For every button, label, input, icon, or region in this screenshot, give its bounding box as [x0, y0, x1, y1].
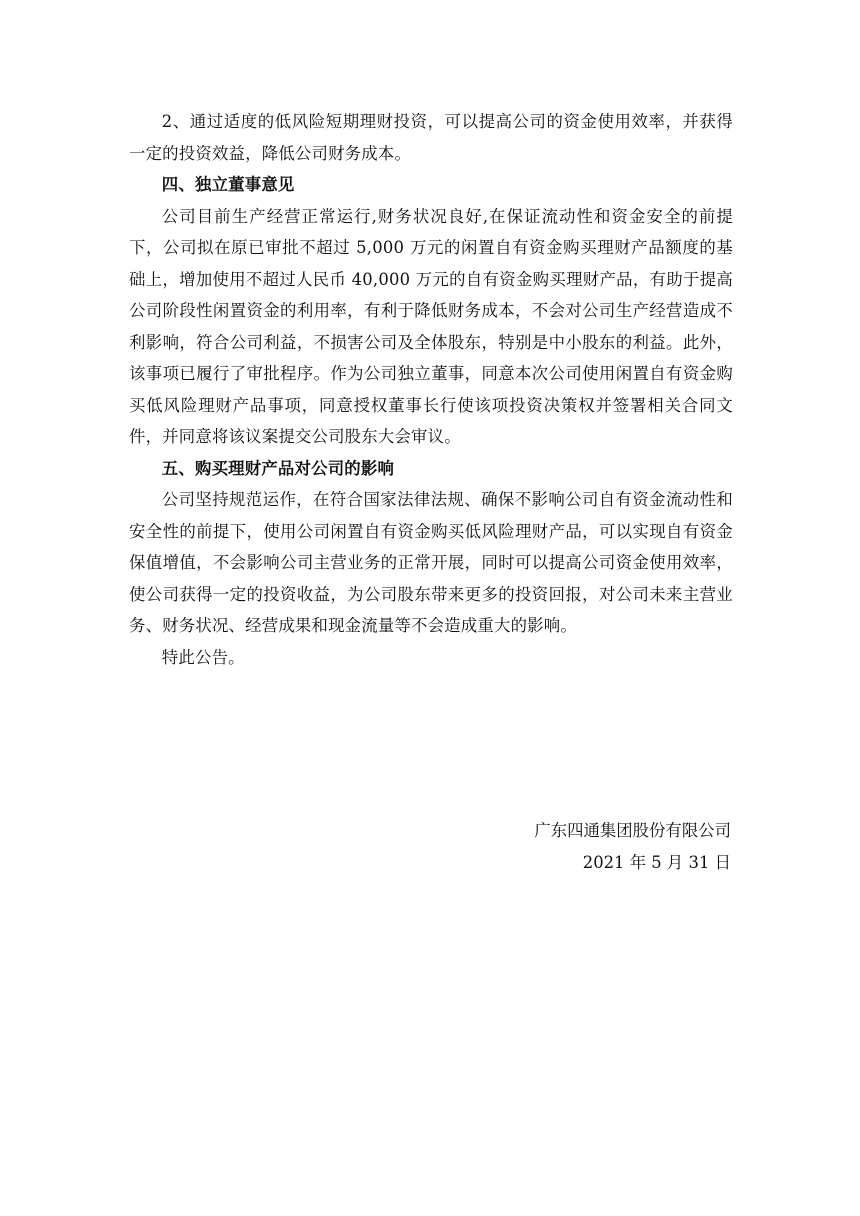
signature-block — [534, 815, 731, 879]
paragraph-impact: 公司坚持规范运作，在符合国家法律法规、确保不影响公司自有资金流动性和安全性的前提下，使用公司闲置自有资金购买低风险理财产品，可以实现自有资金保值增值，不会影响公司主营业务的正常开展，同时可以提高公司资金使用效率，使公司获得一定的投资收益，为公司股东带来更多的投资回报，对公司未来主营业务、财务状况、经营成果和现金流量等不会造成重大的影响。 — [129, 490, 733, 635]
paragraph-investment-benefit: 2、通过适度的低风险短期理财投资，可以提高公司的资金使用效率，并获得一定的投资效益，降低公司财务成本。 — [129, 112, 733, 163]
closing-statement: 特此公告。 — [161, 647, 245, 667]
document-body — [129, 106, 733, 673]
company-name: 广东四通集团股份有限公司 — [534, 821, 731, 840]
section-heading-impact: 五、购买理财产品对公司的影响 — [161, 458, 395, 478]
announcement-date: 2021 年 5 月 31 日 — [582, 853, 731, 872]
paragraph-independent-directors-opinion: 公司目前生产经营正常运行,财务状况良好,在保证流动性和资金安全的前提下，公司拟在原已审批不超过 5,000 万元的闲置自有资金购买理财产品额度的基础上，增加使用不超过人民币 40,000 万元的自有资金购买理财产品，有助于提高公司阶段性闲置资金的利用率，有利于降低财务成本，不会对公司生产经营造成不利影响，符合公司利益，不损害公司及全体股东，特别是中小股东的利益。此外，该事项已履行了审批程序。作为公司独立董事，同意本次公司使用闲置自有资金购买低风险理财产品事项，同意授权董事长行使该项投资决策权并签署相关合同文件，并同意将该议案提交公司股东大会审议。 — [129, 206, 733, 446]
section-heading-independent-directors: 四、独立董事意见 — [161, 175, 295, 194]
